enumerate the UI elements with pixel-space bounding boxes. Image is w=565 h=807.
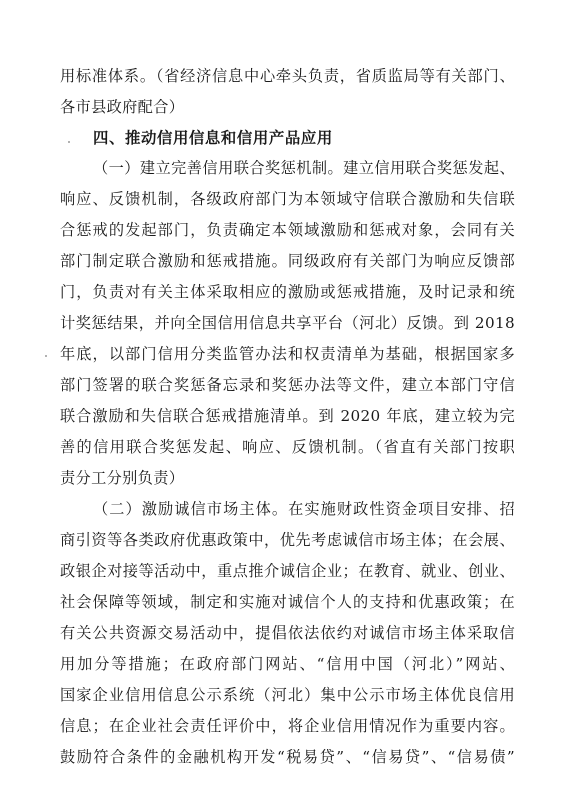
text-line: 部门制定联合激励和惩戒措施。同级政府有关部门为响应反馈部	[60, 252, 515, 270]
paragraph-first-line: （一）建立完善信用联合奖惩机制。建立信用联合奖惩发起、	[93, 159, 515, 177]
scan-speck	[68, 141, 70, 143]
text-line: 社会保障等领域，制定和实施对诚信个人的支持和优惠政策；在	[60, 593, 515, 611]
section-heading: 四、推动信用信息和信用产品应用	[93, 129, 333, 147]
text-line: 合惩戒的发起部门，负责确定本领域激励和惩戒对象，会同有关	[60, 221, 515, 239]
text-line: 联合激励和失信联合惩戒措施清单。到 2020 年底，建立较为完	[60, 407, 515, 425]
text-line: 各市县政府配合）	[60, 98, 185, 116]
text-line: 有关公共资源交易活动中，提倡依法依约对诚信市场主体采取信	[60, 624, 515, 642]
text-line: 用标准体系。（省经济信息中心牵头负责，省质监局等有关部门、	[60, 67, 515, 85]
text-line: 响应、反馈机制，各级政府部门为本领域守信联合激励和失信联	[60, 190, 515, 208]
text-line: 用加分等措施；在政府部门网站、“信用中国（河北）”网站、	[60, 655, 515, 673]
text-line: 鼓励符合条件的金融机构开发“税易贷”、“信易贷”、“信易债”	[60, 748, 515, 766]
text-line: 门，负责对有关主体采取相应的激励或惩戒措施，及时记录和统	[60, 283, 515, 301]
text-line: 部门签署的联合奖惩备忘录和奖惩办法等文件，建立本部门守信	[60, 376, 515, 394]
text-line: 年底，以部门信用分类监管办法和权责清单为基础，根据国家多	[60, 345, 515, 363]
text-line: 责分工分别负责）	[60, 469, 185, 487]
text-line: 商引资等各类政府优惠政策中，优先考虑诚信市场主体；在会展、	[60, 531, 515, 549]
scan-speck	[45, 355, 47, 357]
text-line: 信息；在企业社会责任评价中，将企业信用情况作为重要内容。	[60, 717, 515, 735]
paragraph-first-line: （二）激励诚信市场主体。在实施财政性资金项目安排、招	[93, 500, 515, 518]
text-line: 善的信用联合奖惩发起、响应、反馈机制。（省直有关部门按职	[60, 438, 515, 456]
text-line: 计奖惩结果，并向全国信用信息共享平台（河北）反馈。到 2018	[60, 314, 515, 332]
text-line: 国家企业信用信息公示系统（河北）集中公示市场主体优良信用	[60, 686, 515, 704]
text-line: 政银企对接等活动中，重点推介诚信企业；在教育、就业、创业、	[60, 562, 515, 580]
